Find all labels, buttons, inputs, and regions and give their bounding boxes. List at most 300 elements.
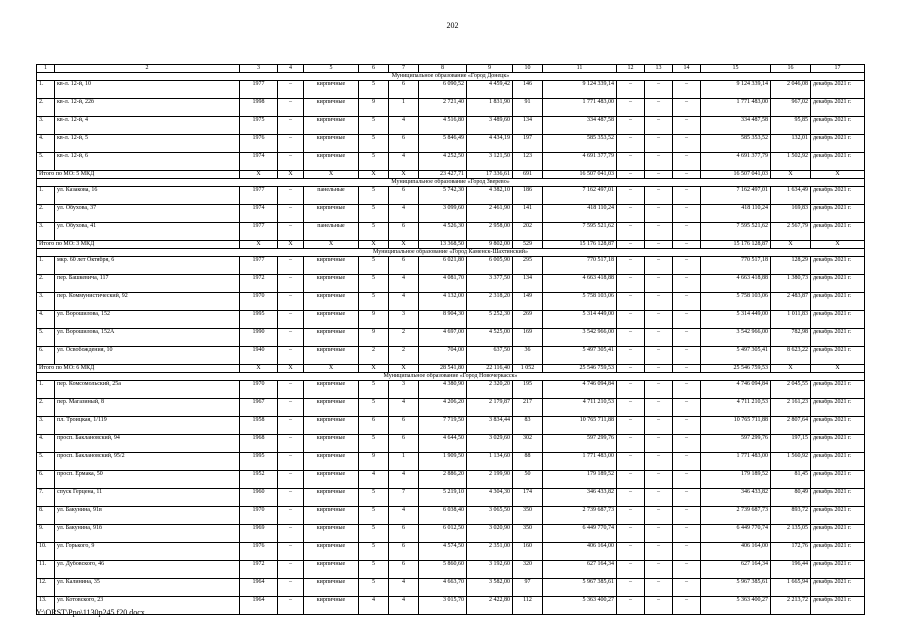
table-cell: 4.: [37, 435, 55, 453]
table-cell: декабрь 2021 г.: [811, 257, 865, 275]
table-cell: 9 124 339,14: [543, 81, 617, 99]
table-cell: 5: [359, 187, 389, 205]
table-cell: 637,50: [467, 347, 513, 365]
total-row: [37, 365, 865, 373]
table-cell: 13.: [37, 597, 55, 615]
column-number-cell: 3: [240, 65, 278, 73]
table-cell: –: [278, 187, 304, 205]
table-row: [37, 293, 865, 311]
table-cell: декабрь 2021 г.: [811, 399, 865, 417]
table-cell: –: [278, 453, 304, 471]
table-cell: 1976: [240, 135, 278, 153]
table-cell: 4 644,50: [419, 435, 467, 453]
table-cell: кирпичные: [304, 205, 359, 223]
table-cell: –: [278, 99, 304, 117]
table-cell: 4 663 418,88: [543, 275, 617, 293]
total-row: [37, 241, 865, 249]
table-cell: –: [645, 399, 673, 417]
table-cell: 627 164,34: [543, 561, 617, 579]
table-cell: 4: [359, 471, 389, 489]
table-cell: 2 721,40: [419, 99, 467, 117]
table-cell: 3 121,50: [467, 153, 513, 171]
total-cell: 16 507 041,03: [701, 171, 771, 179]
table-cell: 1990: [240, 329, 278, 347]
table-cell: 8 904,30: [419, 311, 467, 329]
table-cell: кирпичные: [304, 329, 359, 347]
column-number-cell: 15: [701, 65, 771, 73]
table-cell: 4 711 210,53: [543, 399, 617, 417]
table-cell: кв-л. 12-й, 5: [55, 135, 240, 153]
table-cell: 3: [389, 311, 419, 329]
table-cell: 1 771 483,00: [543, 453, 617, 471]
table-cell: 2 213,72: [771, 597, 811, 615]
table-cell: 597 299,76: [543, 435, 617, 453]
table-cell: –: [617, 187, 645, 205]
table-cell: 4.: [37, 311, 55, 329]
total-cell: 28 541,80: [419, 365, 467, 373]
table-cell: кирпичные: [304, 81, 359, 99]
table-cell: 6: [389, 223, 419, 241]
table-cell: 2 461,90: [467, 205, 513, 223]
total-cell: –: [645, 171, 673, 179]
table-cell: 4 711 210,53: [701, 399, 771, 417]
section-title-row: [37, 373, 865, 381]
table-cell: –: [617, 347, 645, 365]
table-cell: 6: [389, 543, 419, 561]
column-number-cell: 1: [37, 65, 55, 73]
table-cell: 4: [389, 293, 419, 311]
table-cell: –: [645, 187, 673, 205]
table-cell: 5 363 400,27: [543, 597, 617, 615]
table-cell: 80,49: [771, 489, 811, 507]
table-cell: 7 595 521,62: [701, 223, 771, 241]
table-cell: 123: [513, 153, 543, 171]
column-number-cell: 12: [617, 65, 645, 73]
table-cell: –: [673, 417, 701, 435]
table-cell: 4 132,00: [419, 293, 467, 311]
table-cell: –: [278, 489, 304, 507]
table-cell: –: [278, 205, 304, 223]
table-cell: 3 020,90: [467, 525, 513, 543]
table-cell: 782,98: [771, 329, 811, 347]
total-cell: –: [673, 365, 701, 373]
table-cell: –: [645, 347, 673, 365]
table-cell: 5 967 385,61: [543, 579, 617, 597]
table-cell: 7 162 497,01: [701, 187, 771, 205]
table-cell: 585 353,52: [543, 135, 617, 153]
table-cell: 1.: [37, 81, 55, 99]
column-number-row: [37, 65, 865, 73]
total-cell: –: [673, 241, 701, 249]
table-cell: 6: [389, 435, 419, 453]
table-cell: 1 909,50: [419, 453, 467, 471]
table-cell: 97: [513, 579, 543, 597]
table-cell: кирпичные: [304, 417, 359, 435]
table-cell: 1970: [240, 507, 278, 525]
housing-registry-table: [36, 64, 865, 615]
table-cell: –: [645, 435, 673, 453]
table-cell: декабрь 2021 г.: [811, 347, 865, 365]
table-cell: 11.: [37, 561, 55, 579]
table-cell: пер. Комсомольский, 25а: [55, 381, 240, 399]
table-cell: 5 846,49: [419, 135, 467, 153]
table-cell: –: [617, 543, 645, 561]
table-cell: 179 189,52: [701, 471, 771, 489]
table-cell: кирпичные: [304, 153, 359, 171]
table-cell: –: [673, 293, 701, 311]
table-cell: кирпичные: [304, 597, 359, 615]
table-cell: 197,15: [771, 435, 811, 453]
table-cell: 5 742,30: [419, 187, 467, 205]
table-cell: 2 483,87: [771, 293, 811, 311]
table-cell: 1 502,92: [771, 153, 811, 171]
table-cell: ул. Калинина, 35: [55, 579, 240, 597]
section-title: Муниципальное образование «Город Донецк»: [37, 73, 865, 81]
table-cell: 1970: [240, 381, 278, 399]
table-cell: 1974: [240, 153, 278, 171]
table-cell: –: [673, 223, 701, 241]
table-cell: 4 697,00: [419, 329, 467, 347]
table-row: [37, 579, 865, 597]
table-row: [37, 399, 865, 417]
table-cell: 418 110,24: [543, 205, 617, 223]
table-cell: 9.: [37, 525, 55, 543]
table-cell: 9: [359, 99, 389, 117]
total-cell: X: [359, 365, 389, 373]
table-cell: декабрь 2021 г.: [811, 329, 865, 347]
table-cell: кв-л. 12-й, 6: [55, 153, 240, 171]
table-cell: –: [673, 153, 701, 171]
table-cell: 2 179,87: [467, 399, 513, 417]
table-cell: 6 449 770,74: [701, 525, 771, 543]
table-cell: 4 459,42: [467, 81, 513, 99]
table-cell: 2 958,00: [467, 223, 513, 241]
total-cell: X: [278, 241, 304, 249]
table-cell: –: [673, 205, 701, 223]
table-cell: декабрь 2021 г.: [811, 453, 865, 471]
table-cell: 4 574,50: [419, 543, 467, 561]
table-cell: 5: [359, 579, 389, 597]
table-cell: 4.: [37, 135, 55, 153]
table-cell: кв-л. 12-й, 4: [55, 117, 240, 135]
table-cell: –: [278, 275, 304, 293]
table-cell: 2: [359, 347, 389, 365]
table-cell: –: [645, 311, 673, 329]
total-cell: 23 427,71: [419, 171, 467, 179]
table-cell: 5: [359, 435, 389, 453]
table-cell: ул. Ворошилова, 152: [55, 311, 240, 329]
section-title-row: [37, 73, 865, 81]
total-cell: X: [240, 171, 278, 179]
table-cell: 5: [359, 489, 389, 507]
total-cell: X: [278, 171, 304, 179]
table-row: [37, 507, 865, 525]
table-cell: ул. Бакунина, 91в: [55, 507, 240, 525]
table-cell: 4: [389, 597, 419, 615]
column-number-cell: 2: [55, 65, 240, 73]
column-number-cell: 5: [304, 65, 359, 73]
table-cell: –: [645, 579, 673, 597]
table-row: [37, 525, 865, 543]
table-cell: –: [673, 597, 701, 615]
table-cell: 6 090,52: [419, 81, 467, 99]
table-cell: декабрь 2021 г.: [811, 435, 865, 453]
table-cell: 4: [389, 153, 419, 171]
table-cell: 1.: [37, 257, 55, 275]
column-number-cell: 9: [467, 65, 513, 73]
table-cell: –: [617, 329, 645, 347]
total-cell: X: [278, 365, 304, 373]
table-cell: 3 542 966,00: [701, 329, 771, 347]
table-cell: 2 318,20: [467, 293, 513, 311]
table-cell: 6: [359, 417, 389, 435]
table-cell: –: [645, 543, 673, 561]
table-cell: –: [645, 453, 673, 471]
table-cell: 350: [513, 507, 543, 525]
table-cell: 2 739 687,73: [701, 507, 771, 525]
table-cell: –: [617, 381, 645, 399]
table-cell: –: [673, 435, 701, 453]
table-cell: 4 691 377,79: [701, 153, 771, 171]
table-cell: ул. Дубовского, 46: [55, 561, 240, 579]
table-cell: 1: [389, 99, 419, 117]
table-cell: 5: [359, 135, 389, 153]
table-cell: 6: [389, 525, 419, 543]
table-cell: 4 663 418,88: [701, 275, 771, 293]
table-cell: кирпичные: [304, 453, 359, 471]
table-cell: 2.: [37, 205, 55, 223]
table-cell: 5: [359, 153, 389, 171]
table-cell: –: [278, 435, 304, 453]
table-cell: –: [617, 417, 645, 435]
table-cell: декабрь 2021 г.: [811, 187, 865, 205]
table-cell: 585 353,52: [701, 135, 771, 153]
column-number-cell: 4: [278, 65, 304, 73]
table-cell: –: [617, 597, 645, 615]
table-cell: 36: [513, 347, 543, 365]
table-cell: декабрь 2021 г.: [811, 205, 865, 223]
table-cell: 1958: [240, 417, 278, 435]
table-cell: 7 719,50: [419, 417, 467, 435]
table-cell: –: [278, 81, 304, 99]
table-cell: кв-л. 12-й, 10: [55, 81, 240, 99]
table-cell: кирпичные: [304, 435, 359, 453]
table-cell: –: [645, 223, 673, 241]
table-cell: –: [617, 489, 645, 507]
table-cell: 3 542 966,00: [543, 329, 617, 347]
table-row: [37, 471, 865, 489]
table-cell: 1 634,49: [771, 187, 811, 205]
table-cell: –: [673, 507, 701, 525]
table-cell: –: [645, 153, 673, 171]
table-cell: 1.: [37, 187, 55, 205]
table-cell: –: [673, 561, 701, 579]
total-cell: X: [771, 365, 811, 373]
table-cell: 7 162 497,01: [543, 187, 617, 205]
table-row: [37, 223, 865, 241]
table-cell: 1969: [240, 525, 278, 543]
table-row: [37, 417, 865, 435]
table-cell: 320: [513, 561, 543, 579]
table-cell: мкр. 60 лет Октября, 6: [55, 257, 240, 275]
table-cell: кирпичные: [304, 561, 359, 579]
table-cell: 91: [513, 99, 543, 117]
table-cell: –: [278, 223, 304, 241]
table-cell: 134: [513, 275, 543, 293]
table-cell: 6 012,50: [419, 525, 467, 543]
total-cell: X: [771, 241, 811, 249]
total-cell: X: [811, 241, 865, 249]
total-cell: 25 546 759,53: [701, 365, 771, 373]
table-cell: панельные: [304, 223, 359, 241]
table-cell: 2 422,80: [467, 597, 513, 615]
table-cell: 149: [513, 293, 543, 311]
table-cell: кирпичные: [304, 347, 359, 365]
table-row: [37, 187, 865, 205]
total-cell: –: [645, 241, 673, 249]
table-cell: 8.: [37, 507, 55, 525]
table-cell: 5: [359, 223, 389, 241]
table-cell: 295: [513, 257, 543, 275]
table-cell: 770 517,18: [701, 257, 771, 275]
page-number: 202: [446, 21, 459, 30]
table-cell: 4: [389, 579, 419, 597]
table-cell: 5 758 103,06: [701, 293, 771, 311]
table-cell: –: [645, 561, 673, 579]
column-number-cell: 16: [771, 65, 811, 73]
column-number-cell: 11: [543, 65, 617, 73]
section-title: Муниципальное образование «Город Новочеркасск»: [37, 373, 865, 381]
table-cell: кирпичные: [304, 543, 359, 561]
total-cell: 15 176 128,87: [543, 241, 617, 249]
table-cell: ул. Освобождения, 10: [55, 347, 240, 365]
table-cell: –: [645, 507, 673, 525]
table-cell: 10.: [37, 543, 55, 561]
table-cell: 1964: [240, 597, 278, 615]
table-cell: декабрь 2021 г.: [811, 81, 865, 99]
table-cell: кирпичные: [304, 257, 359, 275]
table-cell: –: [617, 579, 645, 597]
table-cell: 4 380,90: [419, 381, 467, 399]
total-cell: X: [359, 171, 389, 179]
table-cell: 6: [389, 257, 419, 275]
table-cell: 1975: [240, 117, 278, 135]
table-row: [37, 561, 865, 579]
table-row: [37, 381, 865, 399]
table-cell: 4: [389, 399, 419, 417]
table-cell: 3.: [37, 417, 55, 435]
table-cell: –: [278, 293, 304, 311]
table-cell: –: [673, 117, 701, 135]
table-cell: 5 967 385,61: [701, 579, 771, 597]
total-cell: 15 176 128,87: [701, 241, 771, 249]
table-cell: 3.: [37, 293, 55, 311]
table-cell: –: [673, 579, 701, 597]
total-cell: 16 507 041,03: [543, 171, 617, 179]
table-cell: 146: [513, 81, 543, 99]
table-cell: декабрь 2021 г.: [811, 153, 865, 171]
table-cell: –: [645, 417, 673, 435]
table-cell: кирпичные: [304, 579, 359, 597]
table-cell: 83: [513, 417, 543, 435]
total-label: Итого по МО: 3 МКД: [37, 241, 240, 249]
table-cell: 7.: [37, 489, 55, 507]
column-number-cell: 6: [359, 65, 389, 73]
table-cell: –: [645, 205, 673, 223]
table-cell: 4 746 094,84: [543, 381, 617, 399]
table-cell: 1967: [240, 399, 278, 417]
table-cell: 4 434,19: [467, 135, 513, 153]
table-cell: декабрь 2021 г.: [811, 293, 865, 311]
table-cell: –: [278, 135, 304, 153]
table-cell: 5 758 103,06: [543, 293, 617, 311]
table-cell: 6: [389, 81, 419, 99]
total-cell: X: [359, 241, 389, 249]
table-cell: 4 525,00: [467, 329, 513, 347]
table-cell: 269: [513, 311, 543, 329]
table-cell: 6: [389, 187, 419, 205]
table-cell: 169,83: [771, 205, 811, 223]
table-cell: 302: [513, 435, 543, 453]
table-cell: –: [617, 153, 645, 171]
table-cell: –: [645, 381, 673, 399]
table-cell: 81,45: [771, 471, 811, 489]
table-cell: ул. Котовского, 23: [55, 597, 240, 615]
table-cell: 6 021,80: [419, 257, 467, 275]
table-row: [37, 489, 865, 507]
table-cell: –: [617, 99, 645, 117]
table-cell: 2: [389, 329, 419, 347]
table-cell: ул. Обухова, 41: [55, 223, 240, 241]
table-cell: 6 449 770,74: [543, 525, 617, 543]
table-cell: –: [278, 257, 304, 275]
table-cell: 4 382,10: [467, 187, 513, 205]
table-cell: 1 134,60: [467, 453, 513, 471]
table-cell: –: [617, 435, 645, 453]
table-cell: 1974: [240, 205, 278, 223]
table-cell: кирпичные: [304, 489, 359, 507]
table-cell: –: [645, 117, 673, 135]
table-cell: –: [617, 223, 645, 241]
table-cell: 5 252,30: [467, 311, 513, 329]
table-cell: 10 765 711,88: [701, 417, 771, 435]
total-cell: 17 336,61: [467, 171, 513, 179]
table-cell: 3 582,00: [467, 579, 513, 597]
table-cell: 5 497 305,41: [701, 347, 771, 365]
table-cell: 4 304,30: [467, 489, 513, 507]
table-cell: декабрь 2021 г.: [811, 223, 865, 241]
table-cell: 4 081,70: [419, 275, 467, 293]
table-cell: 2 045,55: [771, 381, 811, 399]
table-cell: –: [617, 507, 645, 525]
table-cell: –: [278, 153, 304, 171]
table-cell: –: [673, 99, 701, 117]
table-cell: –: [673, 81, 701, 99]
table-row: [37, 543, 865, 561]
table-cell: –: [617, 311, 645, 329]
table-cell: 195: [513, 381, 543, 399]
total-cell: 1 052: [513, 365, 543, 373]
table-cell: декабрь 2021 г.: [811, 597, 865, 615]
table-cell: 5: [359, 381, 389, 399]
table-cell: –: [617, 117, 645, 135]
table-cell: ул. Ворошилова, 152А: [55, 329, 240, 347]
table-cell: 3: [389, 381, 419, 399]
table-cell: 3.: [37, 223, 55, 241]
table-cell: 9 124 339,14: [701, 81, 771, 99]
table-cell: –: [645, 329, 673, 347]
total-cell: –: [617, 241, 645, 249]
